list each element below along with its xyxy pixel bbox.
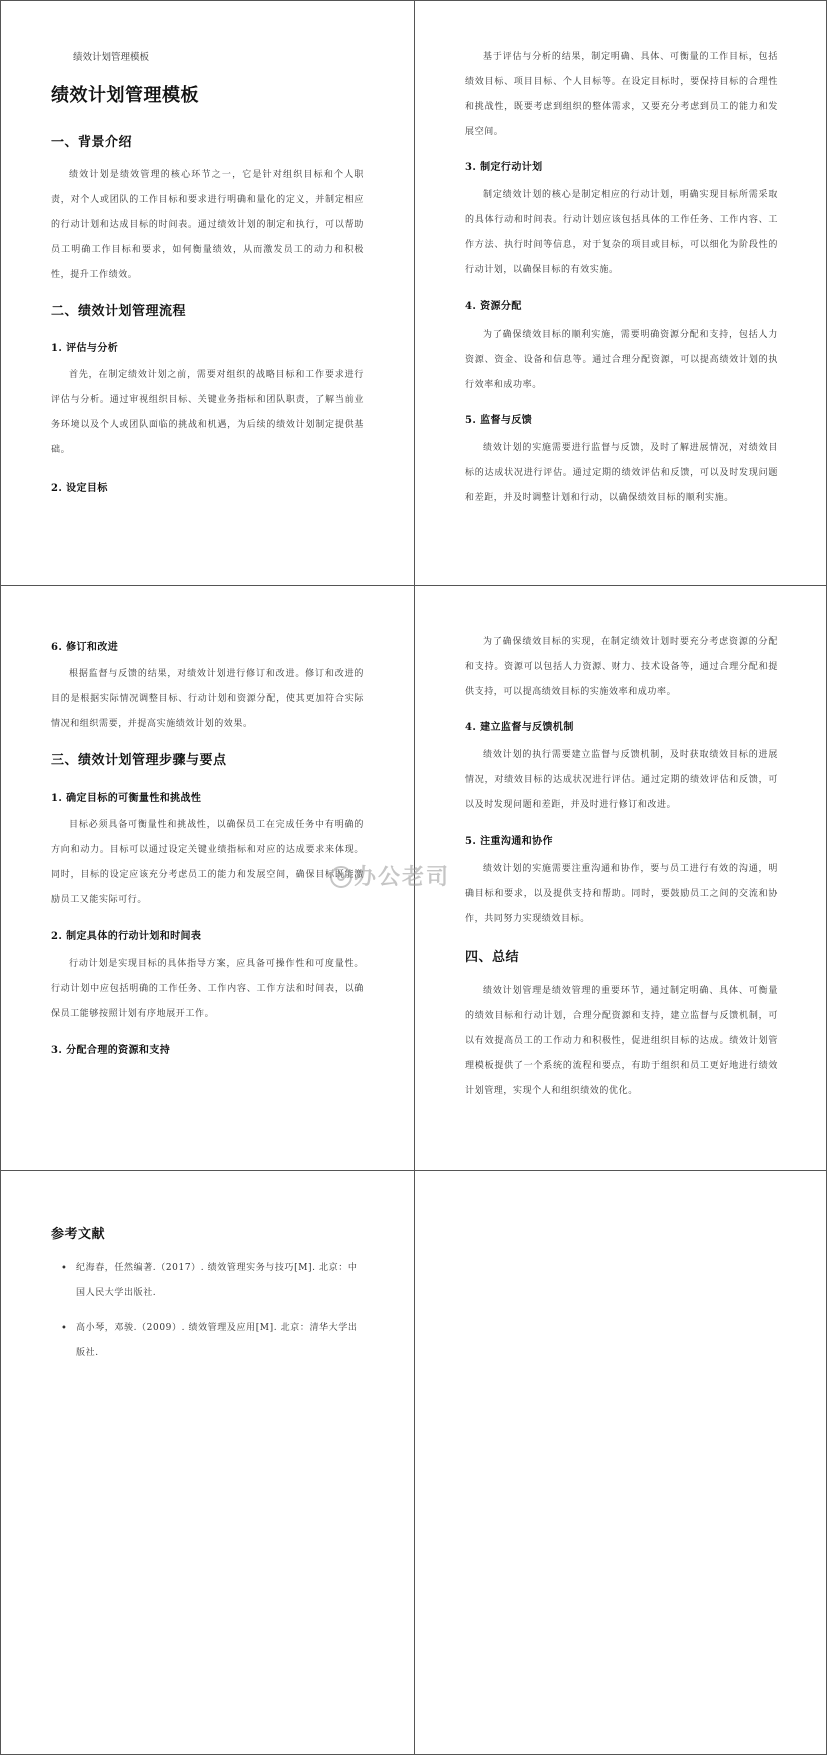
background-paragraph: 绩效计划是绩效管理的核心环节之一，它是针对组织目标和个人职责，对个人或团队的工作目标和要求进行明确和量化的定义，并制定相应的行动计划和达成目标的时间表。通过绩效计划的制定和执行，可以帮助员工明确工作目标和要求，如何衡量绩效，从而激发员工的动力和积极性，提升工作绩效。: [51, 170, 364, 280]
document-title: 绩效计划管理模板: [51, 85, 199, 106]
summary-paragraph: 绩效计划管理是绩效管理的重要环节，通过制定明确、具体、可衡量的绩效目标和行动计划，合理分配资源和支持，建立监督与反馈机制，可以有效提高员工的工作动力和积极性，促进组织目标的达成。绩效计划管理模板提供了一个系统的流程和要点，有助于组织和员工更好地进行绩效计划管理，实现个人和组织绩效的优化。: [465, 986, 778, 1096]
subheading-feedback-mechanism: 4. 建立监督与反馈机制: [465, 722, 574, 733]
set-goals-paragraph: 基于评估与分析的结果，制定明确、具体、可衡量的工作目标，包括绩效目标、项目目标、个人目标等。在设定目标时，要保持目标的合理性和挑战性，既要考虑到组织的整体需求，又要充分考虑到员工的能力和发展空间。: [465, 52, 778, 137]
subheading-set-goals: 2. 设定目标: [51, 483, 108, 494]
section-heading-summary: 四、总结: [465, 950, 520, 965]
document-page-6-blank: [414, 1170, 827, 1755]
document-page-2: [414, 0, 827, 586]
document-page-1: [0, 0, 415, 586]
reference-bullet: •: [61, 1323, 67, 1334]
watermark: [330, 860, 450, 891]
measurable-goals-paragraph: 目标必须具备可衡量性和挑战性，以确保员工在完成任务中有明确的方向和动力。目标可以通过设定关键业绩指标和对应的达成要求来体现。同时，目标的设定应该充分考虑员工的能力和发展空间，确保目标既能激励员工又能实际可行。: [51, 820, 364, 905]
subheading-action-plan: 3. 制定行动计划: [465, 162, 543, 173]
subheading-resource-allocation: 4. 资源分配: [465, 301, 522, 312]
reference-item-1: 纪海春，任然编著.（2017）. 绩效管理实务与技巧[M]. 北京：中国人民大学出版社.: [76, 1263, 358, 1298]
monitoring-feedback-paragraph: 绩效计划的实施需要进行监督与反馈，及时了解进展情况，对绩效目标的达成状况进行评估。通过定期的绩效评估和反馈，可以及时发现问题和差距，并及时调整计划和行动，以确保绩效目标的顺利实施。: [465, 443, 778, 503]
reference-bullet: •: [61, 1263, 67, 1274]
watermark-text: 办公老司: [354, 865, 451, 890]
reference-item-2: 高小琴，邓骏.（2009）. 绩效管理及应用[M]. 北京：清华大学出版社.: [76, 1323, 358, 1358]
assessment-paragraph: 首先，在制定绩效计划之前，需要对组织的战略目标和工作要求进行评估与分析。通过审视组织目标、关键业务指标和团队职责，了解当前业务环境以及个人或团队面临的挑战和机遇，为后续的绩效计划制定提供基础。: [51, 370, 364, 455]
page-header: 绩效计划管理模板: [73, 52, 150, 63]
section-heading-process: 二、绩效计划管理流程: [51, 304, 187, 319]
document-page-5: [0, 1170, 415, 1755]
action-plan-paragraph: 制定绩效计划的核心是制定相应的行动计划，明确实现目标所需采取的具体行动和时间表。行动计划应该包括具体的工作任务、工作内容、工作方法、执行时间等信息，对于复杂的项目或目标，可以细化为阶段性的行动计划，以确保目标的有效实施。: [465, 190, 778, 275]
subheading-monitoring-feedback: 5. 监督与反馈: [465, 415, 533, 426]
subheading-allocate-resources: 3. 分配合理的资源和支持: [51, 1045, 171, 1056]
specific-plan-paragraph: 行动计划是实现目标的具体指导方案，应具备可操作性和可度量性。行动计划中应包括明确的工作任务、工作内容、工作方法和时间表，以确保员工能够按照计划有序地展开工作。: [51, 959, 364, 1019]
resource-allocation-paragraph: 为了确保绩效目标的顺利实施，需要明确资源分配和支持，包括人力资源、资金、设备和信息等。通过合理分配资源，可以提高绩效计划的执行效率和成功率。: [465, 330, 778, 390]
allocate-resources-paragraph: 为了确保绩效目标的实现，在制定绩效计划时要充分考虑资源的分配和支持。资源可以包括人力资源、财力、技术设备等，通过合理分配和提供支持，可以提高绩效目标的实施效率和成功率。: [465, 637, 778, 697]
section-heading-steps: 三、绩效计划管理步骤与要点: [51, 753, 227, 768]
feedback-mechanism-paragraph: 绩效计划的执行需要建立监督与反馈机制，及时获取绩效目标的进展情况，对绩效目标的达成状况进行评估。通过定期的绩效评估和反馈，可以及时发现问题和差距，并及时进行修订和改进。: [465, 750, 778, 810]
revision-paragraph: 根据监督与反馈的结果，对绩效计划进行修订和改进。修订和改进的目的是根据实际情况调整目标、行动计划和资源分配，使其更加符合实际情况和组织需要，并提高实施绩效计划的效果。: [51, 669, 364, 729]
section-heading-background: 一、背景介绍: [51, 135, 133, 150]
communication-paragraph: 绩效计划的实施需要注重沟通和协作，要与员工进行有效的沟通，明确目标和要求，以及提供支持和帮助。同时，要鼓励员工之间的交流和协作，共同努力实现绩效目标。: [465, 864, 778, 924]
subheading-measurable-goals: 1. 确定目标的可衡量性和挑战性: [51, 793, 202, 804]
subheading-communication: 5. 注重沟通和协作: [465, 836, 553, 847]
subheading-revision: 6. 修订和改进: [51, 642, 119, 653]
subheading-assessment: 1. 评估与分析: [51, 343, 119, 354]
references-heading: 参考文献: [51, 1227, 106, 1242]
watermark-logo-icon: [330, 866, 352, 888]
document-page-4: [414, 585, 827, 1171]
subheading-specific-plan: 2. 制定具体的行动计划和时间表: [51, 931, 202, 942]
